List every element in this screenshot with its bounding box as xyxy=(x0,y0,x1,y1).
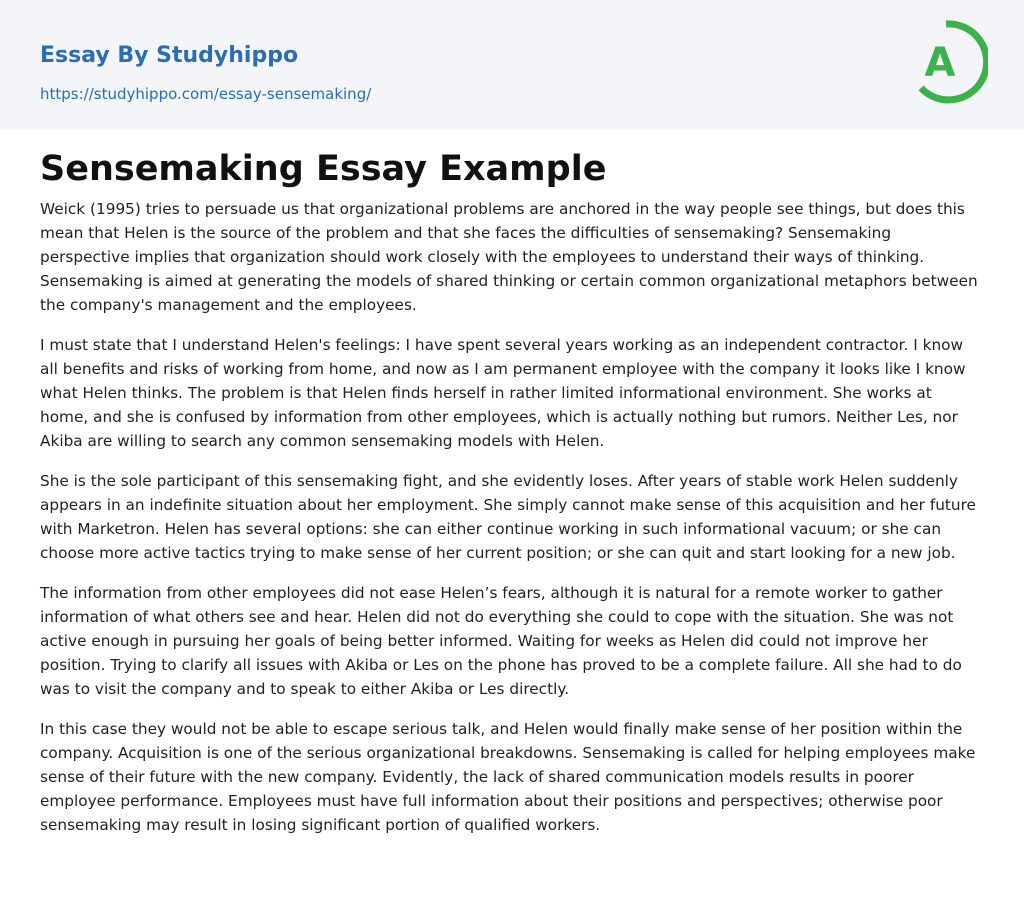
brand-title[interactable]: Essay By Studyhippo xyxy=(40,43,299,68)
paragraph-3: She is the sole participant of this sensemaking fight, and she evidently loses. After years of stable work Helen suddenly appears in an indefinite situation about her employment. She simply cannot make sense of this acquisition and her future with Marketron. Helen has several options: she can either continue working in such informational vacuum; or she can choose more active tactics trying to make sense of her current position; or she can quit and start looking for a new job. xyxy=(40,472,976,562)
site-header xyxy=(0,0,1024,129)
source-url-link[interactable]: https://studyhippo.com/essay-sensemaking/ xyxy=(40,85,372,103)
paragraph-1: Weick (1995) tries to persuade us that organizational problems are anchored in the way people see things, but does this mean that Helen is the source of the problem and that she faces the difficulties of sensemaking? Sensemaking perspective implies that organization should work closely with the employees to understand their ways of thinking. Sensemaking is aimed at generating the models of shared thinking or certain common organizational metaphors between the company's management and the employees. xyxy=(40,200,978,314)
logo-letter: A xyxy=(924,40,956,86)
page-title: Sensemaking Essay Example xyxy=(40,149,607,189)
paragraph-4: The information from other employees did not ease Helen’s fears, although it is natural for a remote worker to gather information of what others see and hear. Helen did not do everything she could to cope with the situation. She was not active enough in pursuing her goals of being better informed. Waiting for weeks as Helen did could not improve her position. Trying to clarify all issues with Akiba or Les on the phone has proved to be a complete failure. All she had to do was to visit the company and to speak to either Akiba or Les directly. xyxy=(40,584,962,698)
studyhippo-logo-icon[interactable] xyxy=(910,18,988,106)
paragraph-2: I must state that I understand Helen's feelings: I have spent several years working as an independent contractor. I know all benefits and risks of working from home, and now as I am permanent employee with the company it looks like I know what Helen thinks. The problem is that Helen finds herself in rather limited informational environment. She works at home, and she is confused by information from other employees, which is actually nothing but rumors. Neither Les, nor Akiba are willing to search any common sensemaking models with Helen. xyxy=(40,336,966,450)
article-body xyxy=(40,145,984,853)
paragraph-5: In this case they would not be able to escape serious talk, and Helen would finally make sense of her position within the company. Acquisition is one of the serious organizational breakdowns. Sensemaking is called for helping employees make sense of their future with the new company. Evidently, the lack of shared communication models results in poorer employee performance. Employees must have full information about their positions and perspectives; otherwise poor sensemaking may result in losing significant portion of qualified workers. xyxy=(40,720,976,834)
